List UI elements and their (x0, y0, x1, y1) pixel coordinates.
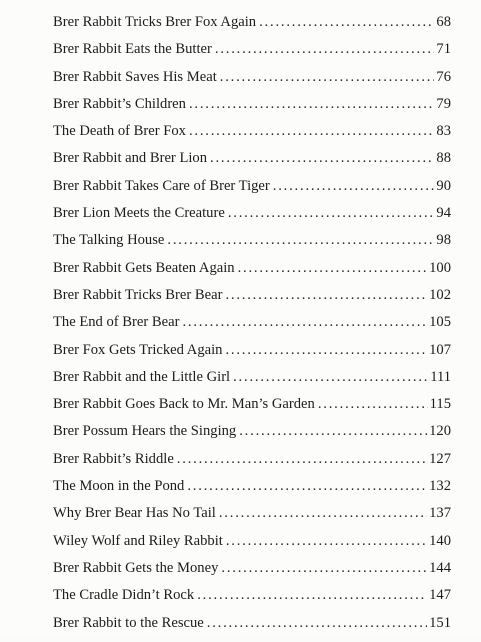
toc-entry-title: The Death of Brer Fox (53, 123, 186, 140)
toc-entry-title: The End of Brer Bear (53, 314, 180, 331)
dot-leader (215, 41, 435, 58)
dot-leader (189, 123, 434, 140)
toc-entry-page: 137 (429, 505, 451, 522)
dot-leader (189, 96, 434, 113)
toc-entry-title: The Cradle Didn’t Rock (53, 587, 195, 604)
dot-leader (228, 205, 435, 222)
toc-entry-page: 107 (429, 341, 451, 358)
dot-leader (210, 150, 434, 167)
dot-leader (187, 478, 427, 495)
toc-entry-page: 100 (429, 259, 451, 276)
toc-entry (53, 369, 451, 396)
toc-entry-title: Brer Rabbit Tricks Brer Fox Again (53, 14, 257, 30)
toc-entry-page: 76 (436, 68, 451, 85)
toc-entry (53, 41, 451, 68)
toc-entry-page: 102 (429, 286, 451, 303)
toc-entry-page: 127 (429, 450, 451, 467)
dot-leader (259, 14, 434, 31)
toc-entry-page: 111 (430, 368, 451, 385)
toc-entry-title: Brer Rabbit Saves His Meat (53, 68, 217, 85)
dot-leader (225, 342, 427, 359)
toc-entry (53, 260, 451, 287)
toc-entry-title: Brer Rabbit Gets Beaten Again (53, 259, 235, 276)
toc-entry-page: 88 (436, 150, 451, 167)
dot-leader (221, 560, 427, 577)
toc-entry (53, 478, 451, 505)
toc-entry (53, 314, 451, 341)
toc-entry-page: 90 (436, 177, 451, 194)
toc-entry (53, 150, 451, 177)
dot-leader (233, 369, 428, 386)
toc-entry-title: Brer Rabbit Goes Back to Mr. Man’s Garden (53, 396, 315, 413)
dot-leader (177, 451, 427, 468)
dot-leader (238, 260, 428, 277)
dot-leader (318, 396, 428, 413)
toc-entry (53, 396, 451, 423)
toc-entry (53, 560, 451, 587)
dot-leader (239, 423, 427, 440)
dot-leader (273, 178, 435, 195)
dot-leader (197, 587, 427, 604)
toc-entry-title: Wiley Wolf and Riley Rabbit (53, 532, 223, 549)
toc-entry-page: 115 (429, 396, 451, 413)
toc-entry (53, 178, 451, 205)
toc-entry-title: Brer Rabbit Eats the Butter (53, 41, 212, 58)
toc-entry-title: Brer Rabbit and Brer Lion (53, 150, 208, 167)
toc-entry (53, 342, 451, 369)
toc-entry-page: 68 (436, 14, 451, 30)
toc-entry (53, 205, 451, 232)
dot-leader (182, 314, 427, 331)
toc-entry-title: Brer Rabbit Gets the Money (53, 559, 219, 576)
toc-entry (53, 123, 451, 150)
toc-entry-page: 71 (436, 41, 451, 58)
toc-entry-page: 147 (429, 587, 451, 604)
toc-entry-page: 144 (429, 559, 451, 576)
toc-entry-title: Brer Lion Meets the Creature (53, 205, 225, 222)
toc-entry (53, 587, 451, 614)
toc-entry (53, 14, 451, 41)
toc-entry-title: Brer Rabbit Tricks Brer Bear (53, 286, 223, 303)
toc-entry-page: 79 (436, 95, 451, 112)
toc-entry (53, 69, 451, 96)
toc-entry (53, 423, 451, 450)
toc-entry-title: The Moon in the Pond (53, 478, 185, 495)
dot-leader (225, 287, 427, 304)
toc-entry (53, 96, 451, 123)
toc-entry-page: 140 (429, 532, 451, 549)
toc-entry (53, 232, 451, 259)
toc-entry (53, 533, 451, 560)
toc-entry-title: Brer Rabbit’s Children (53, 95, 186, 112)
toc-entry-title: Why Brer Bear Has No Tail (53, 505, 216, 522)
toc-entry-title: Brer Rabbit and the Little Girl (53, 368, 231, 385)
toc-entry-title: Brer Fox Gets Tricked Again (53, 341, 223, 358)
toc-entry-title: The Talking House (53, 232, 165, 249)
toc-entry-page: 132 (429, 478, 451, 495)
toc-entry (53, 505, 451, 532)
dot-leader (226, 533, 427, 550)
table-of-contents (53, 14, 451, 642)
toc-entry-page: 105 (429, 314, 451, 331)
toc-entry-page: 83 (436, 123, 451, 140)
toc-entry (53, 287, 451, 314)
toc-entry-title: Brer Rabbit’s Riddle (53, 450, 174, 467)
toc-entry (53, 451, 451, 478)
toc-entry-page: 120 (429, 423, 451, 440)
toc-entry-page: 94 (436, 205, 451, 222)
toc-entry (53, 615, 451, 642)
dot-leader (219, 505, 427, 522)
toc-entry-page: 151 (429, 614, 451, 631)
toc-entry-title: Brer Possum Hears the Singing (53, 423, 237, 440)
dot-leader (167, 232, 434, 249)
toc-entry-title: Brer Rabbit Takes Care of Brer Tiger (53, 177, 270, 194)
dot-leader (220, 69, 435, 86)
toc-entry-page: 98 (436, 232, 451, 249)
dot-leader (207, 615, 427, 632)
toc-entry-title: Brer Rabbit to the Rescue (53, 614, 204, 631)
